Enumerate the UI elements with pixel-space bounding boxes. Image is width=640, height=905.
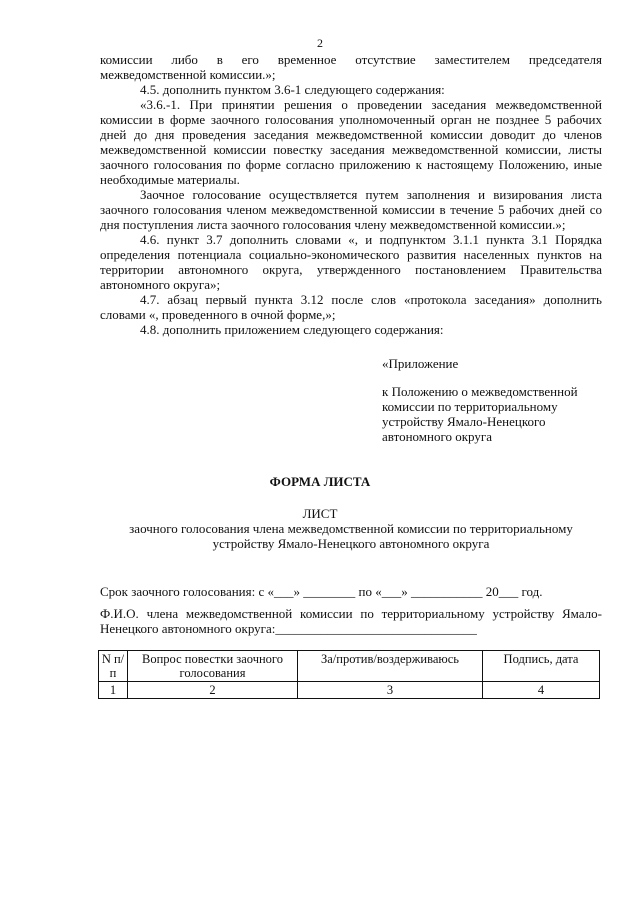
appendix-heading: «Приложение — [382, 356, 459, 371]
table-cell: 2 — [128, 682, 298, 699]
form-title: ФОРМА ЛИСТА — [269, 474, 371, 489]
header-vote: За/против/воздерживаюсь — [298, 651, 483, 682]
paragraph-1: комиссии либо в его временное отсутствие заместителем председателя межведомственной комиссии.»; — [100, 52, 602, 82]
header-number: N п/п — [99, 651, 128, 682]
appendix-line: устройству Ямало-Ненецкого — [382, 414, 546, 429]
paragraph-4: Заочное голосование осуществляется путем заполнения и визирования листа заочного голосования членом межведомственной комиссии в течение 5 рабочих дней со дня поступления листа заочного голосования члену межведомственной комиссии.»; — [100, 187, 602, 232]
member-name-line: Ф.И.О. члена межведомственной комиссии по территориальному устройству Ямало-Ненецкого автономного округа:_______________________________ — [100, 606, 602, 636]
amendment-text — [100, 52, 602, 337]
table-cell: 4 — [483, 682, 600, 699]
header-question: Вопрос повестки заочного голосования — [128, 651, 298, 682]
table-cell: 1 — [99, 682, 128, 699]
paragraph-5: 4.6. пункт 3.7 дополнить словами «, и подпунктом 3.1.1 пункта 3.1 Порядка определения потенциала социально-экономического развития населенных пунктов на территории автономного округа, утвержденного постановлением Правительства автономного округа»; — [100, 232, 602, 292]
paragraph-3: «3.6.-1. При принятии решения о проведении заседания межведомственной комиссии в форме заочного голосования уполномоченный орган не позднее 5 рабочих дней до дня проведения заседания межведомственной комиссии доводит до членов межведомственной комиссии повестку заседания межведомственной комиссии, листы заочного голосования по форме согласно приложению к настоящему Положению, иные необходимые материалы. — [100, 97, 602, 187]
page-number: 2 — [317, 36, 323, 50]
header-signature: Подпись, дата — [483, 651, 600, 682]
appendix-line: к Положению о межведомственной — [382, 384, 578, 399]
table-header-row — [99, 651, 600, 682]
paragraph-7: 4.8. дополнить приложением следующего содержания: — [140, 322, 444, 337]
appendix-reference — [382, 384, 612, 444]
table-cell: 3 — [298, 682, 483, 699]
appendix-line: комиссии по территориальному — [382, 399, 558, 414]
voting-table — [98, 650, 600, 699]
paragraph-6: 4.7. абзац первый пункта 3.12 после слов «протокола заседания» дополнить словами «, проведенного в очной форме,»; — [100, 292, 602, 322]
sheet-subtitle: заочного голосования члена межведомственной комиссии по территориальному устройству Ямало-Ненецкого автономного округа — [129, 521, 573, 551]
table-row — [99, 682, 600, 699]
voting-deadline-line: Срок заочного голосования: с «___» ________ по «___» ___________ 20___ год. — [100, 584, 543, 599]
appendix-line: автономного округа — [382, 429, 492, 444]
sheet-title: ЛИСТ — [302, 506, 338, 521]
paragraph-2: 4.5. дополнить пунктом 3.6-1 следующего содержания: — [140, 82, 445, 97]
